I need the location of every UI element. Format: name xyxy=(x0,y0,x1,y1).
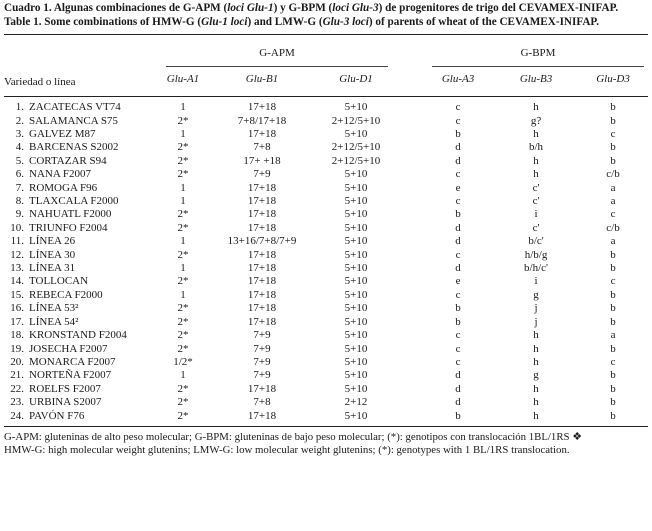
variety-cell xyxy=(4,343,152,356)
row-number: 18. xyxy=(10,329,24,342)
variety-cell xyxy=(4,316,152,329)
glu-b1-cell: 17+18 xyxy=(247,302,277,315)
glu-b1-cell: 7+8 xyxy=(253,141,271,154)
row-number: 4. xyxy=(15,141,24,154)
glu-a1-cell: 2* xyxy=(177,396,189,409)
glu-a3-cell: c xyxy=(455,342,461,355)
glu-b3-cell: h xyxy=(533,329,539,342)
table-row xyxy=(4,262,648,275)
glu-a1-cell: 1 xyxy=(180,262,186,275)
table-row xyxy=(4,343,648,356)
row-number: 21. xyxy=(10,369,24,382)
glu-d1-cell: 5+10 xyxy=(344,181,368,194)
glu-b3-cell: h xyxy=(533,409,539,422)
glu-a3-cell: c xyxy=(455,329,461,342)
glu-d3-cell: b xyxy=(610,141,616,154)
glu-b3-cell: j xyxy=(534,315,538,328)
glu-b3-cell: c' xyxy=(532,195,540,208)
table-row xyxy=(4,155,648,168)
spacer-cell xyxy=(402,141,422,154)
row-number: 1. xyxy=(15,101,24,114)
spacer-cell xyxy=(402,249,422,262)
glu-a3-cell: c xyxy=(455,195,461,208)
spacer-cell xyxy=(402,302,422,315)
glu-b3-cell: h xyxy=(533,128,539,140)
glu-d3-cell: b xyxy=(610,396,616,409)
glu-b3-cell: h xyxy=(533,382,539,395)
glu-d3-cell: c xyxy=(610,355,616,368)
glu-d3-cell: c/b xyxy=(606,168,620,181)
glu-a3-cell: d xyxy=(455,262,461,275)
spacer-cell xyxy=(402,101,422,114)
table-row xyxy=(4,369,648,382)
variety-cell xyxy=(4,115,152,128)
variety-name: NORTEÑA F2007 xyxy=(29,369,112,382)
caption-en-loci-1: Glu-1 loci xyxy=(201,15,248,28)
glu-b3-cell: h xyxy=(533,396,539,409)
glu-d3-cell: b xyxy=(610,382,616,395)
glu-d1-cell: 5+10 xyxy=(344,168,368,181)
row-number: 2. xyxy=(15,114,24,127)
spacer-cell xyxy=(402,329,422,342)
glu-b1-cell: 17+18 xyxy=(247,288,277,301)
glu-b3-cell: h xyxy=(533,154,539,167)
glu-b3-cell: b/c' xyxy=(528,235,544,248)
glu-b1-cell: 13+16/7+8/7+9 xyxy=(227,235,297,248)
glu-b1-cell: 17+18 xyxy=(247,382,277,395)
glu-a1-cell: 1 xyxy=(180,181,186,194)
variety-name: TLAXCALA F2000 xyxy=(29,195,119,208)
spacer-cell xyxy=(402,262,422,275)
glu-d3-cell: c xyxy=(610,208,616,221)
row-number: 17. xyxy=(10,315,24,328)
glu-b1-cell: 17+18 xyxy=(247,275,277,288)
glu-d3-cell: c xyxy=(610,128,616,140)
variety-name: BARCENAS S2002 xyxy=(29,141,119,154)
glu-a1-cell: 2* xyxy=(177,275,189,288)
glu-b3-cell: h xyxy=(533,168,539,181)
spacer-cell xyxy=(402,383,422,396)
glu-d3-cell: b xyxy=(610,288,616,301)
glu-a3-cell: c xyxy=(455,355,461,368)
spacer-cell xyxy=(402,343,422,356)
glu-d3-cell: b xyxy=(610,154,616,167)
table-row xyxy=(4,396,648,409)
caption-en-loci-3: Glu-3 loci xyxy=(322,15,369,28)
spacer-cell xyxy=(402,195,422,208)
glu-d1-cell: 2+12/5+10 xyxy=(331,154,381,167)
glu-b1-cell: 17+ +18 xyxy=(243,154,281,167)
glu-a1-cell: 2* xyxy=(177,302,189,315)
table-row xyxy=(4,141,648,154)
row-number: 19. xyxy=(10,342,24,355)
glu-d1-cell: 2+12/5+10 xyxy=(331,114,381,127)
variety-cell xyxy=(4,155,152,168)
glu-a3-cell: d xyxy=(455,235,461,248)
header-variety: Variedad o línea xyxy=(4,75,76,88)
variety-cell xyxy=(4,249,152,262)
table-row xyxy=(4,316,648,329)
glu-a3-cell: b xyxy=(455,128,461,140)
glu-b3-cell: g? xyxy=(530,114,542,127)
spacer-cell xyxy=(402,396,422,409)
glu-d1-cell: 5+10 xyxy=(344,288,368,301)
variety-cell xyxy=(4,101,152,114)
glu-b3-cell: i xyxy=(534,275,538,288)
glu-a1-cell: 2* xyxy=(177,409,189,422)
variety-cell xyxy=(4,222,152,235)
variety-name: ZACATECAS VT74 xyxy=(29,101,121,114)
caption-es-loci-1: loci Glu-1 xyxy=(227,2,274,14)
spacer-cell xyxy=(402,182,422,195)
variety-cell xyxy=(4,329,152,342)
caption-es-text: Cuadro 1. Algunas combinaciones de G-APM ( xyxy=(4,2,228,14)
variety-name: LÍNEA 26 xyxy=(29,235,76,248)
glu-a3-cell: d xyxy=(455,369,461,382)
row-number: 14. xyxy=(10,275,24,288)
glu-a1-cell: 1 xyxy=(180,101,186,114)
variety-name: JOSECHA F2007 xyxy=(29,342,108,355)
variety-name: TOLLOCAN xyxy=(29,275,89,288)
glu-d3-cell: b xyxy=(610,114,616,127)
table-row xyxy=(4,128,648,141)
header-glu-d3: Glu-D3 xyxy=(596,73,630,86)
glu-d1-cell: 5+10 xyxy=(344,128,368,140)
glu-a1-cell: 2* xyxy=(177,248,189,261)
glu-b1-cell: 7+9 xyxy=(253,355,271,368)
glu-a1-cell: 2* xyxy=(177,221,189,234)
variety-name: LÍNEA 31 xyxy=(29,262,76,275)
row-number: 12. xyxy=(10,248,24,261)
variety-cell xyxy=(4,356,152,369)
caption-en-text: Table 1. Some combinations of HMW-G ( xyxy=(4,15,202,28)
row-number: 5. xyxy=(15,154,24,167)
table-row xyxy=(4,356,648,369)
glu-d1-cell: 5+10 xyxy=(344,275,368,288)
glu-b3-cell: h xyxy=(533,342,539,355)
header-group-lmw: G-BPM xyxy=(432,47,644,67)
glu-a1-cell: 2* xyxy=(177,208,189,221)
glu-a1-cell: 2* xyxy=(177,315,189,328)
caption-spanish xyxy=(4,2,648,15)
variety-cell xyxy=(4,262,152,275)
glu-a3-cell: b xyxy=(455,315,461,328)
glu-a3-cell: c xyxy=(455,288,461,301)
spacer-cell xyxy=(402,316,422,329)
variety-name: URBINA S2007 xyxy=(29,396,102,409)
spacer-cell xyxy=(402,128,422,141)
spacer-cell xyxy=(402,369,422,382)
variety-name: NAHUATL F2000 xyxy=(29,208,112,221)
variety-name: ROMOGA F96 xyxy=(29,181,98,194)
caption-es-text: ) de progenitores de trigo del CEVAMEX-INIFAP. xyxy=(378,2,619,14)
variety-name: CORTAZAR S94 xyxy=(29,154,107,167)
glu-d1-cell: 5+10 xyxy=(344,409,368,422)
glu-d3-cell: b xyxy=(610,315,616,328)
spacer-cell xyxy=(402,222,422,235)
row-number: 13. xyxy=(10,262,24,275)
table-row xyxy=(4,383,648,396)
glu-b1-cell: 7+9 xyxy=(253,329,271,342)
glu-b3-cell: h xyxy=(533,101,539,114)
row-number: 15. xyxy=(10,288,24,301)
glu-d3-cell: b xyxy=(610,248,616,261)
glu-b1-cell: 17+18 xyxy=(247,221,277,234)
glu-a1-cell: 1/2* xyxy=(173,355,193,368)
glu-b3-cell: c' xyxy=(532,221,540,234)
glu-a1-cell: 1 xyxy=(180,288,186,301)
glu-b1-cell: 17+18 xyxy=(247,128,277,140)
glu-a1-cell: 1 xyxy=(180,195,186,208)
table-row xyxy=(4,275,648,288)
row-number: 9. xyxy=(15,208,24,221)
variety-name: KRONSTAND F2004 xyxy=(29,329,127,342)
glu-a3-cell: d xyxy=(455,141,461,154)
row-number: 24. xyxy=(10,409,24,422)
glu-d1-cell: 5+10 xyxy=(344,208,368,221)
glu-d3-cell: c xyxy=(610,275,616,288)
spacer-cell xyxy=(402,235,422,248)
glu-b1-cell: 17+18 xyxy=(247,181,277,194)
glu-b3-cell: h xyxy=(533,355,539,368)
row-number: 6. xyxy=(15,168,24,181)
variety-name: LÍNEA 30 xyxy=(29,248,76,261)
glu-a3-cell: b xyxy=(455,409,461,422)
glu-b1-cell: 7+8 xyxy=(253,396,271,409)
variety-cell xyxy=(4,182,152,195)
glu-a3-cell: c xyxy=(455,248,461,261)
footnote-english: HMW-G: high molecular weight glutenins; LMW-G: low molecular weight glutenins; (*): genotypes with 1 BL/1RS translocation. xyxy=(4,443,570,456)
glu-d1-cell: 5+10 xyxy=(344,329,368,342)
glu-d1-cell: 5+10 xyxy=(344,221,368,234)
header-glu-b3: Glu-B3 xyxy=(519,73,553,86)
header-glu-b1: Glu-B1 xyxy=(245,73,279,86)
glu-b3-cell: c' xyxy=(532,181,540,194)
glu-a1-cell: 2* xyxy=(177,329,189,342)
glu-a3-cell: d xyxy=(455,154,461,167)
glu-a1-cell: 2* xyxy=(177,154,189,167)
glu-b1-cell: 7+8/17+18 xyxy=(237,114,287,127)
table-bottom-rule xyxy=(4,426,648,427)
glu-a1-cell: 2* xyxy=(177,168,189,181)
table-row xyxy=(4,289,648,302)
glu-d3-cell: a xyxy=(610,181,616,194)
row-number: 7. xyxy=(15,181,24,194)
glu-a1-cell: 2* xyxy=(177,382,189,395)
glu-b1-cell: 17+18 xyxy=(247,262,277,275)
glu-b1-cell: 17+18 xyxy=(247,195,277,208)
glu-a3-cell: b xyxy=(455,302,461,315)
glu-a1-cell: 1 xyxy=(180,235,186,248)
glu-d1-cell: 5+10 xyxy=(344,235,368,248)
glu-b1-cell: 7+9 xyxy=(253,342,271,355)
table-row xyxy=(4,101,648,114)
table-row xyxy=(4,249,648,262)
table-row xyxy=(4,410,648,423)
glu-d3-cell: b xyxy=(610,101,616,114)
variety-cell xyxy=(4,275,152,288)
spacer-cell xyxy=(402,168,422,181)
glu-d1-cell: 5+10 xyxy=(344,369,368,382)
glu-a3-cell: c xyxy=(455,101,461,114)
glu-d1-cell: 5+10 xyxy=(344,302,368,315)
caption-es-text: ) y G-BPM ( xyxy=(273,2,333,14)
table-row xyxy=(4,222,648,235)
glu-d1-cell: 2+12/5+10 xyxy=(331,141,381,154)
glu-a3-cell: e xyxy=(455,181,461,194)
row-number: 23. xyxy=(10,396,24,409)
variety-name: MONARCA F2007 xyxy=(29,355,116,368)
variety-name: PAVÓN F76 xyxy=(29,409,85,422)
glu-b1-cell: 17+18 xyxy=(247,315,277,328)
glu-d3-cell: b xyxy=(610,342,616,355)
table-row xyxy=(4,168,648,181)
table-figure xyxy=(4,2,648,456)
variety-cell xyxy=(4,168,152,181)
glu-a1-cell: 2* xyxy=(177,342,189,355)
variety-name: ROELFS F2007 xyxy=(29,382,101,395)
row-number: 20. xyxy=(10,355,24,368)
glu-a3-cell: c xyxy=(455,168,461,181)
glu-d1-cell: 5+10 xyxy=(344,342,368,355)
spacer-cell xyxy=(402,115,422,128)
glu-a3-cell: c xyxy=(455,114,461,127)
glu-a3-cell: d xyxy=(455,382,461,395)
table-row xyxy=(4,115,648,128)
caption-en-text: ) and LMW-G ( xyxy=(247,15,323,28)
glu-b1-cell: 17+18 xyxy=(247,248,277,261)
row-number: 16. xyxy=(10,302,24,315)
variety-cell xyxy=(4,410,152,423)
glu-d3-cell: b xyxy=(610,369,616,382)
header-glu-d1: Glu-D1 xyxy=(339,73,373,86)
spacer-cell xyxy=(402,208,422,221)
table-row xyxy=(4,195,648,208)
glu-d1-cell: 5+10 xyxy=(344,382,368,395)
glu-b3-cell: g xyxy=(533,369,539,382)
glu-a3-cell: e xyxy=(455,275,461,288)
glu-b3-cell: b/h xyxy=(529,141,544,154)
glu-d3-cell: b xyxy=(610,262,616,275)
glu-d1-cell: 2+12 xyxy=(344,396,368,409)
row-number: 11. xyxy=(10,235,24,248)
variety-cell xyxy=(4,396,152,409)
variety-name: SALAMANCA S75 xyxy=(29,114,118,127)
glu-a1-cell: 1 xyxy=(180,128,186,140)
glu-d1-cell: 5+10 xyxy=(344,248,368,261)
variety-name: GALVEZ M87 xyxy=(29,128,96,140)
spacer-cell xyxy=(402,275,422,288)
table-row xyxy=(4,182,648,195)
variety-cell xyxy=(4,128,152,141)
caption-en-text: ) of parents of wheat of the CEVAMEX-INIFAP. xyxy=(368,15,600,28)
glu-d3-cell: b xyxy=(610,409,616,422)
glu-b1-cell: 17+18 xyxy=(247,409,277,422)
glu-d3-cell: a xyxy=(610,329,616,342)
glu-b1-cell: 17+18 xyxy=(247,101,277,114)
row-number: 10. xyxy=(10,221,24,234)
header-glu-a1: Glu-A1 xyxy=(166,73,200,86)
caption-es-loci-3: loci Glu-3 xyxy=(332,2,379,14)
variety-name: LÍNEA 53² xyxy=(29,302,79,315)
glu-a1-cell: 1 xyxy=(180,369,186,382)
variety-cell xyxy=(4,369,152,382)
glu-b3-cell: g xyxy=(533,288,539,301)
glu-d3-cell: a xyxy=(610,235,616,248)
glu-b1-cell: 7+9 xyxy=(253,168,271,181)
glu-b3-cell: h/b/g xyxy=(524,248,548,261)
glu-a3-cell: b xyxy=(455,208,461,221)
variety-cell xyxy=(4,141,152,154)
glu-d3-cell: a xyxy=(610,195,616,208)
glu-d3-cell: c/b xyxy=(606,221,620,234)
spacer-cell xyxy=(402,289,422,302)
variety-name: NANA F2007 xyxy=(29,168,92,181)
glu-d1-cell: 5+10 xyxy=(344,262,368,275)
glu-a3-cell: d xyxy=(455,396,461,409)
variety-name: REBECA F2000 xyxy=(29,288,103,301)
glu-b1-cell: 17+18 xyxy=(247,208,277,221)
variety-name: TRIUNFO F2004 xyxy=(29,221,108,234)
glu-d3-cell: b xyxy=(610,302,616,315)
footnote-spanish: G-APM: gluteninas de alto peso molecular; G-BPM: gluteninas de bajo peso molecular; (*): genotipos con translocación 1BL/1RS ❖ xyxy=(4,430,582,443)
spacer-cell xyxy=(402,155,422,168)
glu-b3-cell: i xyxy=(534,208,538,221)
table-row xyxy=(4,302,648,315)
glu-d1-cell: 5+10 xyxy=(344,195,368,208)
row-number: 22. xyxy=(10,382,24,395)
glu-a1-cell: 2* xyxy=(177,114,189,127)
row-number: 3. xyxy=(15,128,24,140)
table-row xyxy=(4,329,648,342)
table-body xyxy=(4,101,648,423)
glu-b3-cell: b/h/c' xyxy=(524,262,549,275)
glu-a3-cell: d xyxy=(455,221,461,234)
glu-d1-cell: 5+10 xyxy=(344,355,368,368)
glu-d1-cell: 5+10 xyxy=(344,315,368,328)
variety-cell xyxy=(4,195,152,208)
variety-cell xyxy=(4,235,152,248)
header-glu-a3: Glu-A3 xyxy=(441,73,475,86)
variety-cell xyxy=(4,289,152,302)
spacer-cell xyxy=(402,410,422,423)
variety-name: LÍNEA 54² xyxy=(29,315,79,328)
glutenin-table xyxy=(4,35,648,423)
row-number: 8. xyxy=(15,195,24,208)
table-row xyxy=(4,208,648,221)
glu-a1-cell: 2* xyxy=(177,141,189,154)
spacer-cell xyxy=(402,356,422,369)
header-group-hmw: G-APM xyxy=(166,47,388,67)
table-row xyxy=(4,235,648,248)
glu-b1-cell: 7+9 xyxy=(253,369,271,382)
caption-english xyxy=(4,16,648,29)
variety-cell xyxy=(4,302,152,315)
variety-cell xyxy=(4,383,152,396)
glu-d1-cell: 5+10 xyxy=(344,101,368,114)
variety-cell xyxy=(4,208,152,221)
glu-b3-cell: j xyxy=(534,302,538,315)
